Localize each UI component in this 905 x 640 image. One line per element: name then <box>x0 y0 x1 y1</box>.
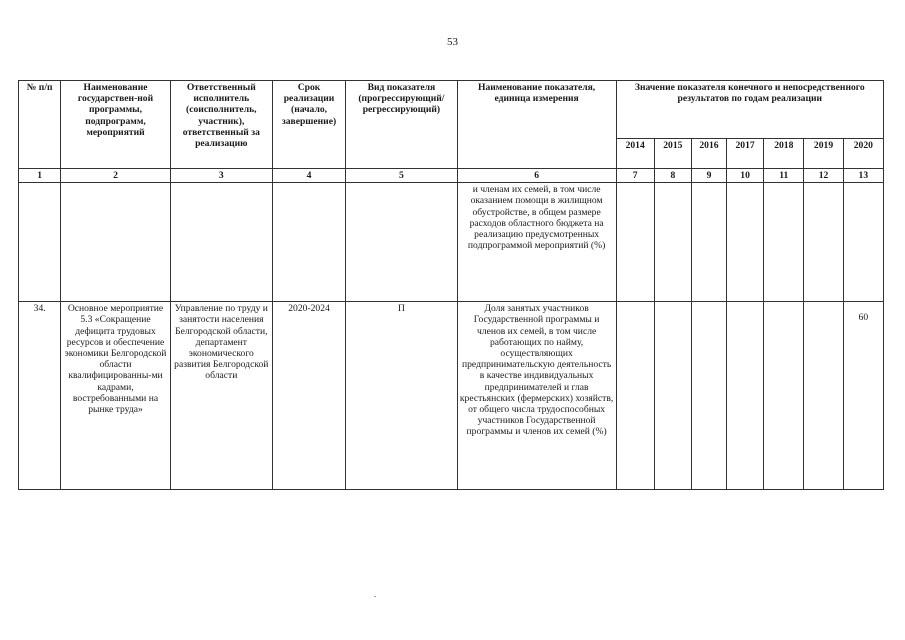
column-number: 12 <box>804 169 843 183</box>
cell-indicator: Доля занятых участников Государственной программы и членов их семей, в том числе работающих по найму, осуществляющих предпринимательскую деятельность в качестве индивидуальных предпринимателей и глав крестьянских (фермерских) хозяйств, от общего числа трудоспособных участников Государственной программы и членов их семей (%) <box>457 302 616 490</box>
cell-value <box>727 183 764 302</box>
column-number: 7 <box>616 169 654 183</box>
cell-value <box>843 183 883 302</box>
column-number: 6 <box>457 169 616 183</box>
cell-name <box>61 183 170 302</box>
cell-value <box>804 183 843 302</box>
header-year: 2020 <box>843 139 883 169</box>
cell-value <box>804 302 843 490</box>
page-number: 53 <box>447 36 458 48</box>
header-num: № п/п <box>19 81 61 169</box>
cell-value <box>764 302 804 490</box>
cell-value <box>764 183 804 302</box>
column-number: 4 <box>272 169 345 183</box>
column-number: 11 <box>764 169 804 183</box>
cell-executor <box>170 183 272 302</box>
column-number: 5 <box>346 169 457 183</box>
column-number: 3 <box>170 169 272 183</box>
cell-value <box>691 183 726 302</box>
cell-value <box>727 302 764 490</box>
column-number: 13 <box>843 169 883 183</box>
header-name: Наименование государствен-ной программы, подпрограмм, мероприятий <box>61 81 170 169</box>
header-term: Срок реализации (начало, завершение) <box>272 81 345 169</box>
header-year: 2015 <box>654 139 691 169</box>
cell-name: Основное мероприятие 5.3 «Сокращение дефицита трудовых ресурсов и обеспечение экономики Белгородской области квалифицированны-ми кадрами, востребованными на рынке труда» <box>61 302 170 490</box>
cell-value <box>691 302 726 490</box>
column-number: 10 <box>727 169 764 183</box>
table-row <box>19 302 884 490</box>
cell-indicator: и членам их семей, в том числе оказанием помощи в жилищном обустройстве, в общем размере расходов областного бюджета на реализацию предусмотренных подпрограммой мероприятий (%) <box>457 183 616 302</box>
header-year: 2016 <box>691 139 726 169</box>
scan-mark <box>374 596 376 597</box>
cell-value <box>616 183 654 302</box>
header-year: 2017 <box>727 139 764 169</box>
cell-num: 34. <box>19 302 61 490</box>
column-number: 9 <box>691 169 726 183</box>
cell-value <box>654 183 691 302</box>
header-values-group: Значение показателя конечного и непосредственного результатов по годам реализации <box>616 81 883 139</box>
header-executor: Ответственный исполнитель (соисполнитель, участник), ответственный за реализацию <box>170 81 272 169</box>
cell-value <box>654 302 691 490</box>
cell-executor: Управление по труду и занятости населения Белгородской области, департамент экономического развития Белгородской области <box>170 302 272 490</box>
indicators-table <box>18 80 884 490</box>
cell-num <box>19 183 61 302</box>
cell-type <box>346 183 457 302</box>
header-indicator-type: Вид показателя (прогрессирующий/ регрессирующий) <box>346 81 457 169</box>
header-year: 2014 <box>616 139 654 169</box>
header-year: 2019 <box>804 139 843 169</box>
column-number: 1 <box>19 169 61 183</box>
cell-type: П <box>346 302 457 490</box>
cell-value <box>616 302 654 490</box>
header-year: 2018 <box>764 139 804 169</box>
cell-value: 60 <box>843 302 883 490</box>
column-number: 8 <box>654 169 691 183</box>
column-number: 2 <box>61 169 170 183</box>
cell-term <box>272 183 345 302</box>
table-row <box>19 183 884 302</box>
header-indicator-name: Наименование показателя, единица измерения <box>457 81 616 169</box>
cell-term: 2020-2024 <box>272 302 345 490</box>
